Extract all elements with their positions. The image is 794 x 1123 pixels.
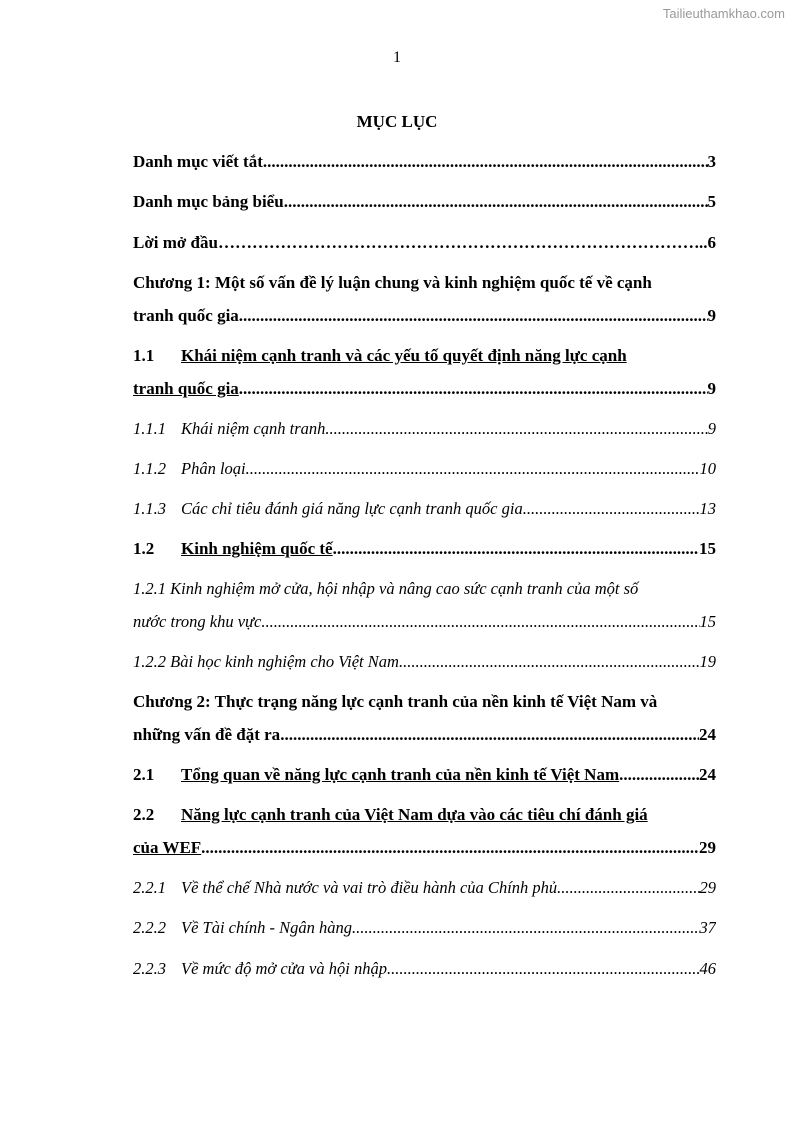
toc-entry-number: 2.2 bbox=[133, 805, 155, 824]
toc-entry-text: Về mức độ mở cửa và hội nhập bbox=[181, 959, 387, 978]
toc-entry-number: 1.1.3 bbox=[133, 499, 166, 518]
toc-entry-section-2-1[interactable] bbox=[133, 764, 716, 786]
toc-entry-label: Danh mục bảng biểu bbox=[133, 192, 284, 211]
leader-dots bbox=[399, 651, 700, 673]
leader-dots bbox=[201, 837, 699, 859]
toc-entry-section-2-2-2[interactable] bbox=[133, 917, 716, 939]
toc-entry-label: Danh mục viết tắt bbox=[133, 152, 263, 171]
toc-entry-section-1-1[interactable] bbox=[133, 345, 716, 367]
toc-entry-page: 37 bbox=[699, 918, 716, 937]
toc-entry-label: 1.2.2 Bài học kinh nghiệm cho Việt Nam bbox=[133, 652, 399, 671]
toc-entry-text: Phân loại bbox=[181, 459, 246, 478]
leader-dots bbox=[280, 724, 699, 746]
toc-entry-label-line1: Khái niệm cạnh tranh và các yếu tố quyết định năng lực cạnh bbox=[181, 346, 627, 365]
toc-entry-page: 24 bbox=[699, 725, 716, 744]
leader-dots bbox=[333, 538, 699, 560]
toc-entry-page: 3 bbox=[707, 152, 716, 171]
page-number: 1 bbox=[393, 49, 401, 66]
toc-entry-text: Tổng quan về năng lực cạnh tranh của nền kinh tế Việt Nam bbox=[181, 765, 620, 784]
leader-dots bbox=[263, 151, 708, 173]
toc-entry-section-1-2-2[interactable] bbox=[133, 651, 716, 673]
watermark: Tailieuthamkhao.com bbox=[662, 6, 785, 21]
toc-entry-number: 2.2.3 bbox=[133, 959, 166, 978]
toc-entry-number: 2.2.1 bbox=[133, 878, 166, 897]
toc-entry-label-line2: tranh quốc gia bbox=[133, 306, 239, 325]
leader-dots bbox=[387, 958, 700, 980]
toc-entry-page: 5 bbox=[707, 192, 716, 211]
toc-entry-chapter-2[interactable] bbox=[133, 691, 716, 713]
toc-entry-section-2-2-1[interactable] bbox=[133, 877, 716, 899]
toc-entry-section-1-2-1-cont[interactable] bbox=[133, 611, 716, 633]
toc-entry-section-1-1-cont[interactable] bbox=[133, 378, 716, 400]
toc-entry-section-2-2-3[interactable] bbox=[133, 958, 716, 980]
toc-entry-number: 1.1.2 bbox=[133, 459, 166, 478]
toc-entry-text: Về thể chế Nhà nước và vai trò điều hành của Chính phủ bbox=[181, 878, 558, 897]
toc-entry-label: Lời mở đầu bbox=[133, 233, 218, 252]
toc-entry-label-line1: Chương 2: Thực trạng năng lực cạnh tranh của nền kinh tế Việt Nam và bbox=[133, 692, 658, 711]
toc-entry-label-line2: những vấn đề đặt ra bbox=[133, 725, 281, 744]
toc-entry-label-line1: Chương 1: Một số vấn đề lý luận chung và kinh nghiệm quốc tế về cạnh bbox=[133, 273, 652, 292]
toc-entry-chapter-1[interactable] bbox=[133, 272, 716, 294]
toc-entry-abbreviations[interactable] bbox=[133, 151, 716, 173]
toc-entry-label bbox=[133, 418, 325, 440]
toc-entry-section-1-1-3[interactable] bbox=[133, 498, 716, 520]
leader-dots bbox=[246, 458, 700, 480]
toc-entry-label bbox=[133, 958, 387, 980]
toc-entry-label-line1: 1.2.1 Kinh nghiệm mở cửa, hội nhập và nâng cao sức cạnh tranh của một số bbox=[133, 579, 639, 598]
toc-entry-page: 6 bbox=[707, 233, 716, 252]
leader-dots bbox=[284, 191, 708, 213]
leader-dots bbox=[325, 418, 707, 440]
toc-entry-section-1-2-1[interactable] bbox=[133, 578, 716, 600]
leader-dots bbox=[523, 498, 700, 520]
toc-entry-chapter-2-cont[interactable] bbox=[133, 724, 716, 746]
toc-entry-text: Khái niệm cạnh tranh bbox=[181, 419, 326, 438]
toc-entry-label bbox=[133, 917, 352, 939]
toc-entry-page: 15 bbox=[699, 612, 716, 631]
leader-dots bbox=[352, 917, 700, 939]
toc-entry-page: 29 bbox=[699, 878, 716, 897]
toc-entry-page: 9 bbox=[707, 306, 716, 325]
toc-entry-section-2-2-cont[interactable] bbox=[133, 837, 716, 859]
leader-dots bbox=[619, 764, 699, 786]
toc-entry-page: 9 bbox=[707, 379, 716, 398]
toc-entry-page: 15 bbox=[699, 539, 716, 558]
toc-entry-number: 2.2.2 bbox=[133, 918, 166, 937]
toc-entry-number: 1.1 bbox=[133, 346, 155, 365]
toc-entry-section-1-2[interactable] bbox=[133, 538, 716, 560]
toc-entry-label-line2: nước trong khu vực bbox=[133, 612, 262, 631]
toc-title: MỤC LỤC bbox=[356, 112, 438, 131]
toc-entry-label bbox=[133, 498, 523, 520]
toc-entry-number: 2.1 bbox=[133, 765, 155, 784]
toc-entry-text: Kinh nghiệm quốc tế bbox=[181, 539, 333, 558]
toc-entry-label bbox=[133, 764, 619, 786]
leader-dots bbox=[261, 611, 699, 633]
toc-entry-label bbox=[133, 458, 246, 480]
toc-entry-text: Các chỉ tiêu đánh giá năng lực cạnh tranh quốc gia bbox=[181, 499, 523, 518]
leader-dots bbox=[239, 378, 708, 400]
toc-entry-number: 1.1.1 bbox=[133, 419, 166, 438]
toc-entry-label bbox=[133, 877, 557, 899]
toc-entry-page: 10 bbox=[699, 459, 716, 478]
toc-entry-label-line1: Năng lực cạnh tranh của Việt Nam dựa vào các tiêu chí đánh giá bbox=[181, 805, 648, 824]
toc-entry-label-line2: của WEF bbox=[133, 838, 202, 857]
toc-entry-tables[interactable] bbox=[133, 191, 716, 213]
toc-entry-section-1-1-1[interactable] bbox=[133, 418, 716, 440]
toc-entry-chapter-1-cont[interactable] bbox=[133, 305, 716, 327]
leader-dots bbox=[557, 877, 699, 899]
toc-entry-label bbox=[133, 538, 333, 560]
toc-entry-section-2-2[interactable] bbox=[133, 804, 716, 826]
toc-entry-page: 9 bbox=[707, 419, 716, 438]
toc-entry-tail: .. bbox=[699, 233, 708, 252]
leader-dots bbox=[239, 305, 708, 327]
toc-entry-text: Về Tài chính - Ngân hàng bbox=[181, 918, 352, 937]
leader-dots bbox=[218, 232, 699, 254]
toc-entry-label-line2: tranh quốc gia bbox=[133, 379, 239, 398]
toc-entry-page: 46 bbox=[699, 959, 716, 978]
toc-entry-page: 24 bbox=[699, 765, 716, 784]
toc-entry-section-1-1-2[interactable] bbox=[133, 458, 716, 480]
toc-entry-page: 19 bbox=[699, 652, 716, 671]
toc-entry-introduction[interactable] bbox=[133, 232, 716, 254]
toc-entry-number: 1.2 bbox=[133, 539, 155, 558]
toc-entry-page: 13 bbox=[699, 499, 716, 518]
toc-entry-page: 29 bbox=[699, 838, 716, 857]
